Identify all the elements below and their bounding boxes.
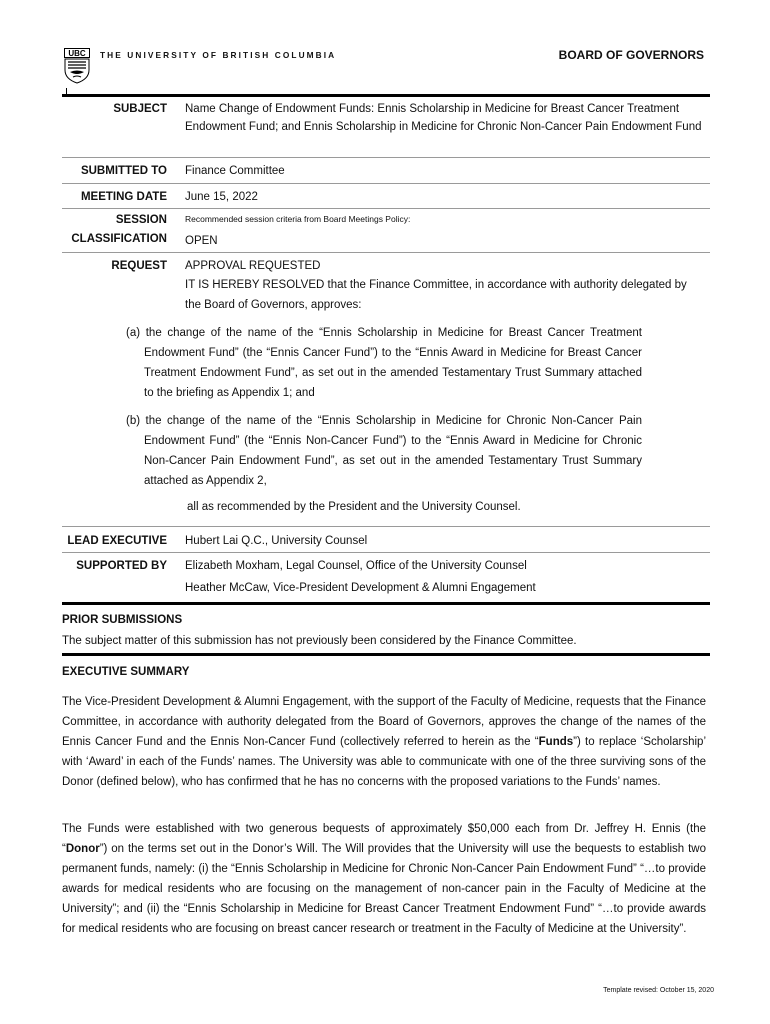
board-title: BOARD OF GOVERNORS	[558, 48, 704, 62]
meeting-date-value: June 15, 2022	[185, 191, 258, 203]
ubc-logo	[64, 48, 90, 84]
lead-label: LEAD EXECUTIVE	[67, 535, 167, 547]
donor-term: Donor	[65, 843, 100, 855]
supported-label: SUPPORTED BY	[76, 560, 167, 572]
p1-text-b: ”) to replace ‘Scholarship’ with ‘Award’ in each of the Funds’ names. The University was able to communicate with one of the three surviving sons of the Donor (defined below), who has confirmed that he has no concerns with the proposed variations to the Funds’ names.	[62, 736, 706, 788]
divider	[62, 526, 710, 527]
p2-text-b: ”) on the terms set out in the Donor’s Will. The Will provides that the University will use the bequests to establish two permanent funds, namely: (i) the “Ennis Scholarship in Medicine for Chronic Non-Cancer Pain Endowment Fund” “…to provide awards for medical residents who are focusing on the management of non-cancer pain in the Faculty of Medicine at the University”; and (ii) the “Ennis Scholarship in Medicine for Breast Cancer Treatment Endowment Fund” “…to provide awards for medical residents who are focusing on breast cancer research or treatment in the Faculty of Medicine at the University”.	[62, 843, 706, 935]
submitted-to-label: SUBMITTED TO	[80, 165, 167, 177]
divider	[62, 252, 710, 253]
request-heading: APPROVAL REQUESTED	[185, 260, 321, 272]
executive-summary-heading: EXECUTIVE SUMMARY	[62, 666, 190, 678]
closing-text: all as recommended by the President and the University Counsel.	[187, 501, 521, 513]
cover-bottom-rule	[62, 602, 710, 605]
item-b-text: (b) the change of the name of the “Ennis Scholarship in Medicine for Chronic Non-Cancer Pain Endowment Fund” (the “Ennis Non-Cancer Fund”) to the “Ennis Award in Medicine for Chronic Non-Cancer Pain Endowment Fund”, as set out in the amended Testamentary Trust Summary attached as Appendix 2,	[126, 415, 642, 487]
session-note: Recommended session criteria from Board Meetings Policy:	[185, 214, 411, 224]
supported-2: Heather McCaw, Vice-President Development & Alumni Engagement	[185, 582, 536, 594]
session-label: SESSION	[115, 214, 167, 226]
item-a-text: (a) the change of the name of the “Ennis Scholarship in Medicine for Breast Cancer Treatment Endowment Fund” (the “Ennis Cancer Fund”) to the “Ennis Award in Medicine for Breast Cancer Treatment Endowment Fund”, as set out in the amended Testamentary Trust Summary attached to the briefing as Appendix 1; and	[126, 327, 642, 399]
divider	[62, 552, 710, 553]
divider	[62, 208, 710, 209]
subject-label: SUBJECT	[113, 103, 167, 115]
meeting-date-label: MEETING DATE	[80, 191, 167, 203]
request-item-b	[126, 411, 642, 491]
divider	[62, 183, 710, 184]
request-text: IT IS HEREBY RESOLVED that the Finance Committee, in accordance with authority delegated by the Board of Governors, approves:	[185, 279, 687, 311]
funds-term: Funds	[538, 736, 574, 748]
divider	[62, 157, 710, 158]
p2-text-a: The Funds were established with two generous bequests of approximately $50,000 each from Dr. Jeffrey H. Ennis (the “	[62, 823, 706, 855]
lead-value: Hubert Lai Q.C., University Counsel	[185, 535, 368, 547]
classification-label: CLASSIFICATION	[71, 233, 167, 245]
summary-paragraph-2	[62, 819, 706, 939]
session-value: OPEN	[185, 235, 218, 247]
submitted-to-value: Finance Committee	[185, 165, 285, 177]
svg-text:UBC: UBC	[68, 49, 86, 58]
university-name: THE UNIVERSITY OF BRITISH COLUMBIA	[100, 50, 337, 60]
prior-submissions-text: The subject matter of this submission has not previously been considered by the Finance Committee.	[62, 635, 577, 647]
prior-submissions-heading: PRIOR SUBMISSIONS	[62, 614, 183, 626]
summary-paragraph-1	[62, 692, 706, 792]
top-rule	[62, 94, 710, 97]
section-rule	[62, 653, 710, 656]
request-item-a	[126, 323, 642, 403]
supported-1: Elizabeth Moxham, Legal Counsel, Office of the University Counsel	[185, 560, 527, 572]
p1-text-a: The Vice-President Development & Alumni Engagement, with the support of the Faculty of Medicine, requests that the Finance Committee, in accordance with authority delegated from the Board of Governors, approves the change of the names of the Ennis Cancer Fund and the Ennis Non-Cancer Fund (collectively referred to herein as the “	[62, 696, 706, 748]
template-revised-footer: Template revised: October 15, 2020	[603, 987, 714, 994]
subject-value: Name Change of Endowment Funds: Ennis Scholarship in Medicine for Breast Cancer Treatment Endowment Fund; and Ennis Scholarship in Medicine for Chronic Non-Cancer Pain Endowment Fund	[185, 103, 702, 133]
request-label: REQUEST	[111, 260, 167, 272]
